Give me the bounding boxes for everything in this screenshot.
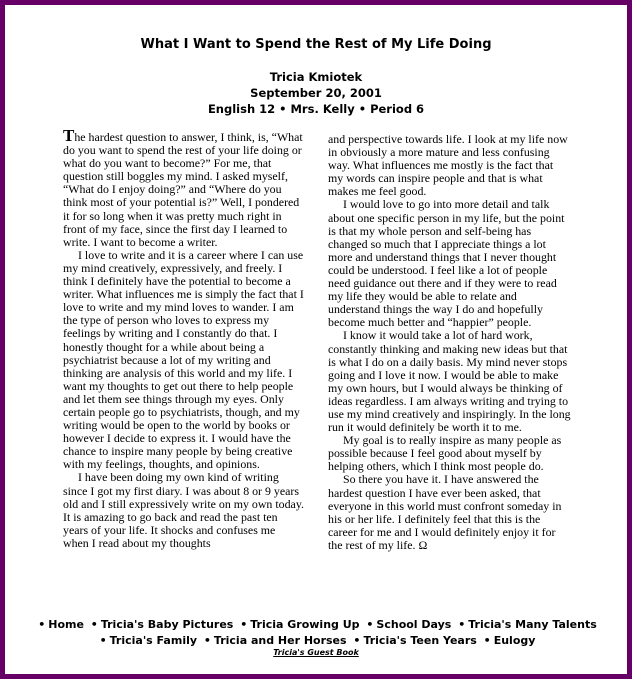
essay-paragraph: So there you have it. I have answered the hardest question I have ever been asked, that everyone in this world must confront someday in his or her life. I definitely feel that this is the career for me and I would definitely enjoy it for the rest of my life. Ω xyxy=(328,472,562,552)
nav-link-teen-years[interactable]: Tricia's Teen Years xyxy=(363,634,477,647)
essay-paragraph: I know it would take a lot of hard work, constantly thinking and making new ideas but that is what I do on a daily basis. My mind never stops going and I love it now. I would be able to make my own hours, but I would always be thinking of ideas regardless. I am always writing and trying to use my mind creatively and inspiringly. In the long run it would definitely be worth it to me. xyxy=(328,328,571,435)
essay-paragraph: I have been doing my own kind of writing since I got my first diary. I was about 8 or 9 years old and I still expressively write on my own today. It is amazing to go back and read the past ten years of your life. It shocks and confuses me when I read about my thoughts xyxy=(63,470,304,550)
nav-separator: • xyxy=(203,634,211,647)
site-nav xyxy=(5,617,627,649)
nav-separator: • xyxy=(353,634,361,647)
nav-separator: • xyxy=(458,618,466,631)
nav-separator: • xyxy=(90,618,98,631)
essay-paragraph: and perspective towards life. I look at my life now in obviously a more mature and less confusing way. What influences me mostly is the fact that my words can inspire people and that is what makes me feel good. xyxy=(328,132,568,199)
nav-separator: • xyxy=(38,618,46,631)
nav-link-eulogy[interactable]: Eulogy xyxy=(493,634,536,647)
nav-link-school-days[interactable]: School Days xyxy=(376,618,452,631)
nav-link-many-talents[interactable]: Tricia's Many Talents xyxy=(468,618,597,631)
nav-row-1 xyxy=(5,617,627,633)
essay-date: September 20, 2001 xyxy=(250,86,382,100)
essay-column-left xyxy=(63,126,304,552)
nav-link-baby-pictures[interactable]: Tricia's Baby Pictures xyxy=(100,618,234,631)
drop-cap: T xyxy=(63,126,75,145)
nav-separator: • xyxy=(366,618,374,631)
essay-paragraph: I would love to go into more detail and talk about one specific person in my life, but the point is that my whole person and self-being has changed so much that I appreciate things a lot more and understand things that I never thought could be understood. I feel like a lot of people need guidance out there and if they were to read my life they would be able to relate and understand things the way I do and hopefully become much better and “happier” people. xyxy=(328,197,565,330)
nav-link-growing-up[interactable]: Tricia Growing Up xyxy=(250,618,360,631)
nav-separator: • xyxy=(483,634,491,647)
nav-link-home[interactable]: Home xyxy=(48,618,84,631)
guest-book-link[interactable]: Tricia's Guest Book xyxy=(273,648,359,657)
page-title: What I Want to Spend the Rest of My Life Doing xyxy=(140,37,492,52)
author-name: Tricia Kmiotek xyxy=(269,70,363,84)
nav-link-horses[interactable]: Tricia and Her Horses xyxy=(213,634,347,647)
nav-separator: • xyxy=(99,634,107,647)
essay-body xyxy=(63,126,571,552)
course-info: English 12 • Mrs. Kelly • Period 6 xyxy=(207,102,425,116)
page xyxy=(5,5,627,674)
essay-paragraph: My goal is to really inspire as many people as possible because I feel good about myself by helping others, which I think most people do. xyxy=(328,433,562,474)
essay-paragraph xyxy=(63,126,304,249)
nav-row-2 xyxy=(5,633,627,649)
nav-link-family[interactable]: Tricia's Family xyxy=(109,634,198,647)
paragraph-text: he hardest question to answer, I think, is, “What do you want to spend the rest of your life doing or what do you want to become?” For me, that question still boggles my mind. I asked myself, “What do I enjoy doing?” and “Where do you think most of your potential is?” Well, I pondered it for so long when it was pretty much right in front of my face, since the first day I learned to write. I want to become a writer. xyxy=(63,130,303,249)
guest-book-row xyxy=(5,648,627,657)
nav-separator: • xyxy=(240,618,248,631)
essay-meta xyxy=(5,69,627,117)
essay-paragraph: I love to write and it is a career where I can use my mind creatively, expressively, and freely. I think I definitely have the potential to become a writer. What influences me is simply the fact that I love to write and my mind loves to wander. I am the type of person who loves to express my feelings by writing and I constantly do that. I honestly thought for a while about being a psychiatrist because a lot of my writing and thinking are analysis of this world and my life. I want my thoughts to get out there to help people and let them see things through my eyes. Only certain people go to psychiatrists, though, and my writing would be open to the world by books or however I decide to express it. I would have the chance to inspire many people by being creative with my feelings, thoughts, and opinions. xyxy=(63,247,304,472)
essay-column-right xyxy=(328,133,571,552)
